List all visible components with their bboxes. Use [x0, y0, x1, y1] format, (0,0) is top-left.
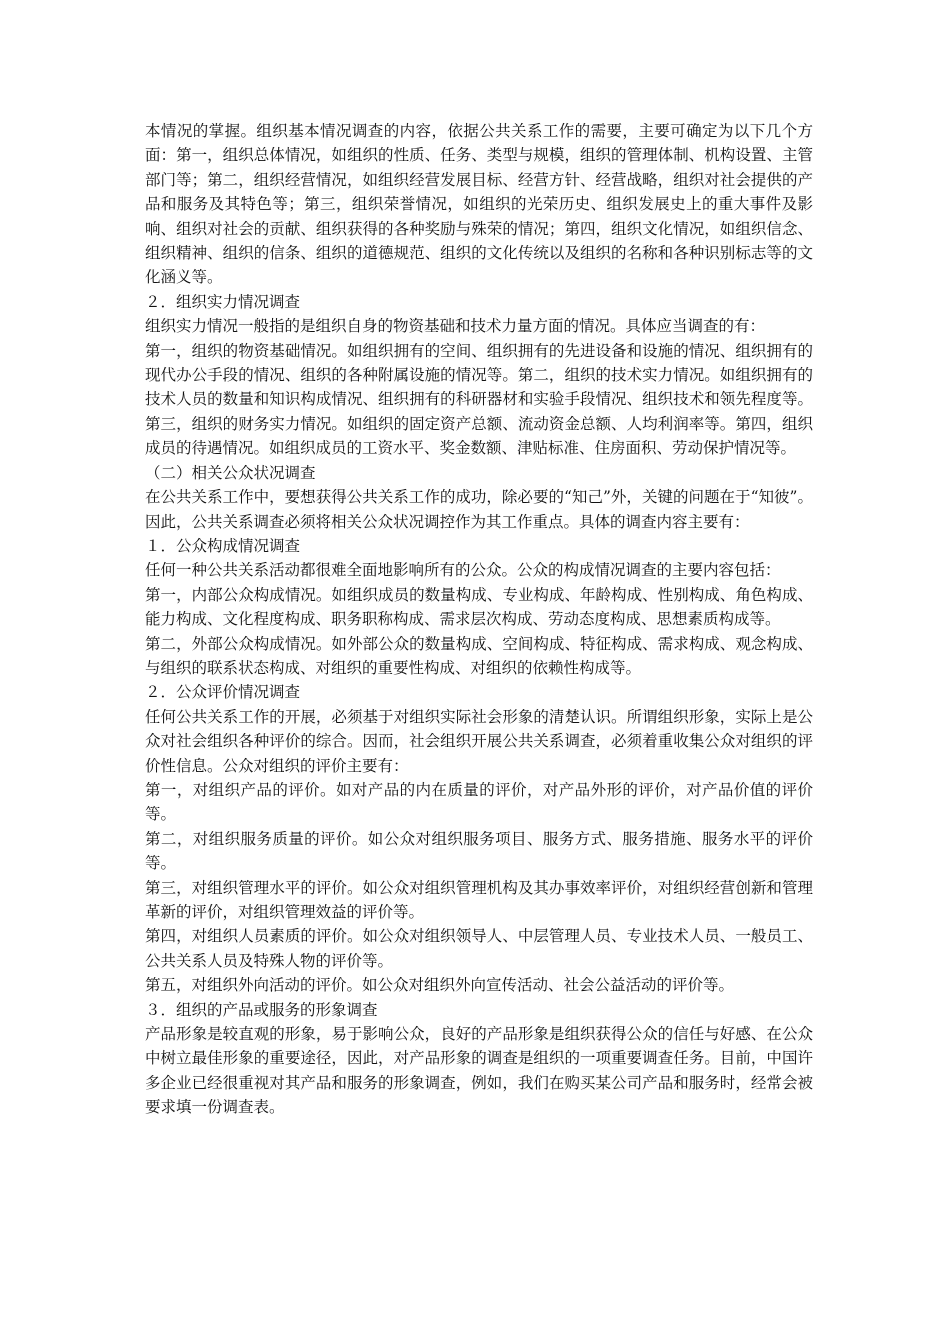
paragraph-evaluation-intro: 任何公共关系工作的开展，必须基于对组织实际社会形象的清楚认识。所谓组织形象，实际上是公众对社会组织各种评价的综合。因而，社会组织开展公共关系调查，必须着重收集公众对组织的评价性信息。公众对组织的评价主要有：	[145, 707, 813, 775]
document-page	[145, 119, 813, 1120]
paragraph-strength-details: 第一，组织的物资基础情况。如组织拥有的空间、组织拥有的先进设备和设施的情况、组织拥有的现代办公手段的情况、组织的各种附属设施的情况等。第二，组织的技术实力情况。如组织拥有的技术人员的数量和知识构成情况、组织拥有的科研器材和实验手段情况、组织技术和领先程度等。第三，组织的财务实力情况。如组织的固定资产总额、流动资金总额、人均利润率等。第四，组织成员的待遇情况。如组织成员的工资水平、奖金数额、津贴标准、住房面积、劳动保护情况等。	[145, 341, 813, 458]
heading-org-strength: ２．组织实力情况调查	[145, 292, 301, 311]
heading-product-image: ３．组织的产品或服务的形象调查	[145, 1000, 378, 1019]
paragraph-external-public: 第二，外部公众构成情况。如外部公众的数量构成、空间构成、特征构成、需求构成、观念构成、与组织的联系状态构成、对组织的重要性构成、对组织的依赖性构成等。	[145, 634, 813, 677]
paragraph-strength-intro: 组织实力情况一般指的是组织自身的物资基础和技术力量方面的情况。具体应当调查的有：	[145, 317, 766, 336]
paragraph-eval-service: 第二，对组织服务质量的评价。如公众对组织服务项目、服务方式、服务措施、服务水平的评价等。	[145, 829, 813, 873]
paragraph-basic-info: 本情况的掌握。组织基本情况调查的内容，依据公共关系工作的需要，主要可确定为以下几个方面：第一，组织总体情况，如组织的性质、任务、类型与规模，组织的管理体制、机构设置、主管部门等；第二，组织经营情况，如组织经营发展目标、经营方针、经营战略，组织对社会提供的产品和服务及其特色等；第三，组织荣誉情况，如组织的光荣历史、组织发展史上的重大事件及影响、组织对社会的贡献、组织获得的各种奖励与殊荣的情况；第四，组织文化情况，如组织信念、组织精神、组织的信条、组织的道德规范、组织的文化传统以及组织的名称和各种识别标志等的文化涵义等。	[145, 122, 813, 287]
paragraph-eval-product: 第一，对组织产品的评价。如对产品的内在质量的评价，对产品外形的评价，对产品价值的评价等。	[145, 780, 813, 824]
heading-public-status: （二）相关公众状况调查	[145, 463, 316, 482]
paragraph-eval-external: 第五，对组织外向活动的评价。如公众对组织外向宣传活动、社会公益活动的评价等。	[145, 976, 735, 995]
paragraph-public-status-intro: 在公共关系工作中，要想获得公共关系工作的成功，除必要的“知己”外，关键的问题在于“知彼”。因此，公共关系调查必须将相关公众状况调控作为其工作重点。具体的调查内容主要有：	[145, 488, 813, 531]
paragraph-eval-management: 第三，对组织管理水平的评价。如公众对组织管理机构及其办事效率评价，对组织经营创新和管理革新的评价，对组织管理效益的评价等。	[145, 878, 813, 921]
paragraph-product-image: 产品形象是较直观的形象，易于影响公众，良好的产品形象是组织获得公众的信任与好感、在公众中树立最佳形象的重要途径，因此，对产品形象的调查是组织的一项重要调查任务。目前，中国许多企业已经很重视对其产品和服务的形象调查，例如，我们在购买某公司产品和服务时，经常会被要求填一份调查表。	[145, 1025, 813, 1117]
paragraph-eval-personnel: 第四，对组织人员素质的评价。如公众对组织领导人、中层管理人员、专业技术人员、一般员工、公共关系人员及特殊人物的评价等。	[145, 927, 813, 970]
heading-public-composition: １．公众构成情况调查	[145, 536, 301, 555]
heading-public-evaluation: ２．公众评价情况调查	[145, 683, 301, 702]
paragraph-composition-intro: 任何一种公共关系活动都很难全面地影响所有的公众。公众的构成情况调查的主要内容包括：	[145, 561, 781, 580]
paragraph-internal-public: 第一，内部公众构成情况。如组织成员的数量构成、专业构成、年龄构成、性别构成、角色构成、能力构成、文化程度构成、职务职称构成、需求层次构成、劳动态度构成、思想素质构成等。	[145, 585, 813, 629]
